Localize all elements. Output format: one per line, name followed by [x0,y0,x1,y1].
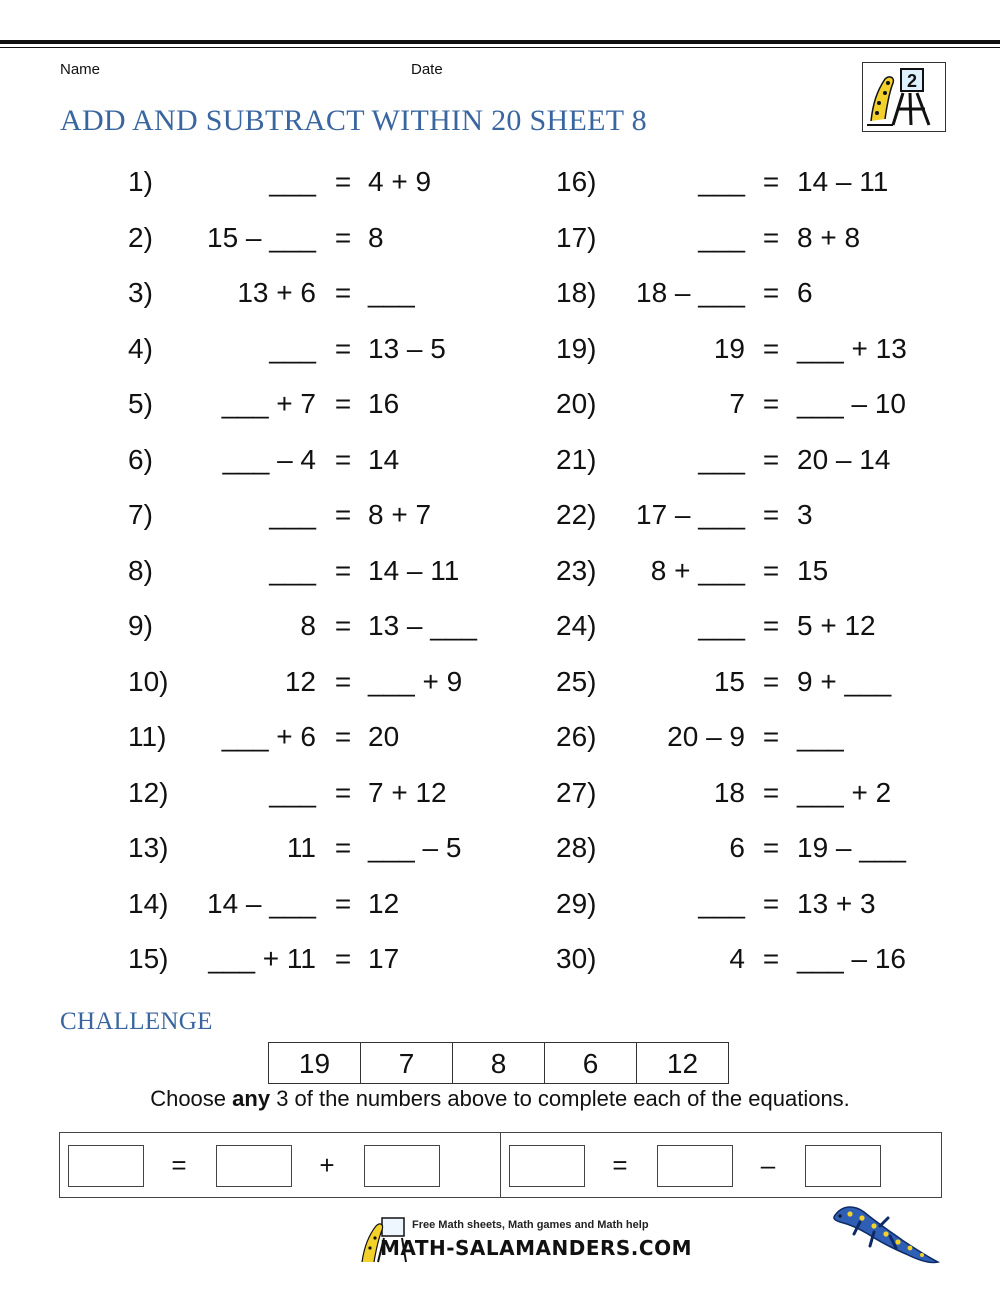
challenge-number: 12 [636,1043,728,1083]
problem-row [0,493,1000,537]
problem-number: 19) [556,333,597,364]
problem-left-side: ___ [698,888,745,919]
problem-right-side: 19 – ___ [797,832,906,863]
grade-logo [862,62,946,132]
problem-right-side: 6 [797,277,813,308]
problem-number: 1) [128,166,153,197]
problem-left-side: 4 [729,943,745,974]
equals-sign: = [334,832,352,863]
salamander-easel-icon [863,63,945,131]
equals-sign: = [762,499,780,530]
equals-sign: = [612,1150,628,1180]
challenge-number: 7 [360,1043,452,1083]
answer-box[interactable] [805,1145,881,1187]
problem-number: 18) [556,277,597,308]
problem-left-side: ___ [269,166,316,197]
problem-row [0,826,1000,870]
problem-number: 17) [556,222,597,253]
problem-left-side: 14 – ___ [207,888,316,919]
equals-sign: = [334,166,352,197]
problem-right-side: ___ – 16 [797,943,906,974]
problem-left-side: ___ [698,444,745,475]
instruction-text: 3 of the numbers above to complete each of the equations. [270,1086,850,1111]
equals-sign: = [762,610,780,641]
equals-sign: = [762,444,780,475]
equals-sign: = [334,721,352,752]
problem-left-side: 19 [713,333,745,364]
problem-number: 9) [128,610,153,641]
problem-right-side: 20 – 14 [797,444,891,475]
problem-left-side: 6 [729,832,745,863]
operator-sign: – [760,1150,776,1180]
footer-site: MATH-SALAMANDERS.COM [380,1236,692,1260]
equals-sign: = [762,277,780,308]
problem-row [0,549,1000,593]
problem-left-side: 11 [286,832,316,863]
problem-right-side: 14 [368,444,400,475]
problem-right-side: 16 [368,388,400,419]
equals-sign: = [334,444,352,475]
problem-left-side: 8 [300,610,316,641]
challenge-instruction [0,1086,1000,1112]
problem-number: 25) [556,666,597,697]
problem-number: 15) [128,943,169,974]
problem-right-side: 20 [368,721,400,752]
problem-right-side: ___ + 2 [797,777,892,808]
equals-sign: = [334,888,352,919]
problem-right-side: ___ [368,277,415,308]
problem-row [0,271,1000,315]
top-rule [0,40,1000,44]
answer-box[interactable] [364,1145,440,1187]
equals-sign: = [762,888,780,919]
equals-sign: = [334,388,352,419]
challenge-title: CHALLENGE [60,1008,213,1035]
challenge-number: 19 [298,1048,331,1079]
problem-number: 22) [556,499,597,530]
problem-right-side: 14 – 11 [797,166,889,197]
equals-sign: = [334,499,352,530]
problem-right-side: 8 + 7 [368,499,432,530]
problem-number: 10) [128,666,169,697]
answer-box[interactable] [216,1145,292,1187]
problem-number: 20) [556,388,597,419]
equals-sign: = [334,555,352,586]
problem-right-side: 5 + 12 [797,610,876,641]
problem-left-side: ___ [269,555,316,586]
problem-left-side: ___ – 4 [222,444,316,475]
problem-right-side: 8 [368,222,384,253]
equals-sign: = [762,388,780,419]
problem-right-side: 13 – ___ [368,610,477,641]
equals-sign: = [762,832,780,863]
problem-number: 6) [128,444,153,475]
equals-sign: = [171,1150,187,1180]
worksheet-title: ADD AND SUBTRACT WITHIN 20 SHEET 8 [60,104,647,137]
challenge-equations [59,1132,942,1198]
problem-row [0,715,1000,759]
problem-right-side: 13 + 3 [797,888,876,919]
problem-left-side: 12 [284,666,316,697]
equals-sign: = [334,333,352,364]
equals-sign: = [334,777,352,808]
problem-left-side: ___ + 6 [221,721,316,752]
equals-sign: = [762,166,780,197]
problem-number: 2) [128,222,153,253]
challenge-number: 8 [452,1043,544,1083]
problem-left-side: 15 [713,666,745,697]
problem-left-side: ___ [269,333,316,364]
problem-right-side: ___ + 13 [797,333,907,364]
problem-left-side: 13 + 6 [237,277,316,308]
problem-number: 14) [128,888,169,919]
equals-sign: = [334,666,352,697]
problem-number: 24) [556,610,597,641]
problem-number: 8) [128,555,153,586]
problem-right-side: 9 + ___ [797,666,892,697]
answer-box[interactable] [509,1145,585,1187]
problem-row [0,382,1000,426]
problem-left-side: ___ [698,222,745,253]
problem-right-side: 7 + 12 [368,777,447,808]
problem-number: 3) [128,277,153,308]
problem-number: 5) [128,388,153,419]
problem-row [0,882,1000,926]
answer-box[interactable] [657,1145,733,1187]
problem-right-side: ___ [797,721,844,752]
equals-sign: = [334,222,352,253]
equals-sign: = [762,943,780,974]
problem-left-side: 17 – ___ [636,499,745,530]
problem-left-side: ___ + 7 [221,388,316,419]
equals-sign: = [762,222,780,253]
equals-sign: = [334,610,352,641]
problem-row [0,438,1000,482]
equals-sign: = [762,721,780,752]
problem-number: 12) [128,777,169,808]
operator-sign: + [319,1150,335,1180]
date-label: Date [411,61,443,78]
problem-right-side: 12 [368,888,400,919]
problem-left-side: 7 [729,388,745,419]
problem-row [0,660,1000,704]
problem-number: 4) [128,333,153,364]
answer-box[interactable] [68,1145,144,1187]
problem-row [0,327,1000,371]
problem-row [0,937,1000,981]
equals-sign: = [762,555,780,586]
problem-right-side: 8 + 8 [797,222,861,253]
problem-row [0,771,1000,815]
problem-right-side: ___ + 9 [368,666,463,697]
name-label: Name [60,61,101,78]
challenge-numbers [268,1042,729,1084]
problem-right-side: 17 [368,943,400,974]
problem-left-side: ___ + 11 [208,943,316,974]
problem-right-side: ___ – 10 [797,388,906,419]
equation-divider [500,1133,501,1197]
problem-right-side: 3 [797,499,813,530]
instruction-text: Choose [150,1086,233,1111]
problem-number: 23) [556,555,597,586]
problem-number: 21) [556,444,597,475]
problem-number: 26) [556,721,597,752]
problem-left-side: 8 + ___ [650,555,745,586]
grade-badge: 2 [906,71,918,91]
equals-sign: = [762,666,780,697]
problem-right-side: 14 – 11 [368,555,460,586]
problem-number: 7) [128,499,153,530]
problem-right-side: 13 – 5 [368,333,446,364]
problem-left-side: ___ [269,777,316,808]
salamander-icon [830,1200,945,1272]
problem-left-side: ___ [698,610,745,641]
problem-left-side: ___ [698,166,745,197]
problem-number: 27) [556,777,597,808]
problem-number: 16) [556,166,597,197]
problem-number: 11) [128,721,167,752]
problem-right-side: 4 + 9 [368,166,432,197]
problem-number: 28) [556,832,597,863]
problem-left-side: 18 – ___ [636,277,745,308]
problem-row [0,216,1000,260]
challenge-number: 6 [544,1043,636,1083]
equals-sign: = [334,277,352,308]
instruction-emphasis: any [232,1086,271,1111]
equals-sign: = [762,333,780,364]
equals-sign: = [334,943,352,974]
equals-sign: = [762,777,780,808]
problem-row [0,160,1000,204]
problem-left-side: 15 – ___ [207,222,316,253]
problem-number: 13) [128,832,169,863]
top-rule-thin [0,47,1000,48]
footer-tagline: Free Math sheets, Math games and Math help [412,1219,649,1231]
problem-left-side: ___ [269,499,316,530]
problem-left-side: 18 [713,777,745,808]
problem-right-side: 15 [797,555,829,586]
problem-number: 29) [556,888,597,919]
problem-number: 30) [556,943,597,974]
problem-right-side: ___ – 5 [368,832,462,863]
problem-row [0,604,1000,648]
problem-left-side: 20 – 9 [667,721,745,752]
